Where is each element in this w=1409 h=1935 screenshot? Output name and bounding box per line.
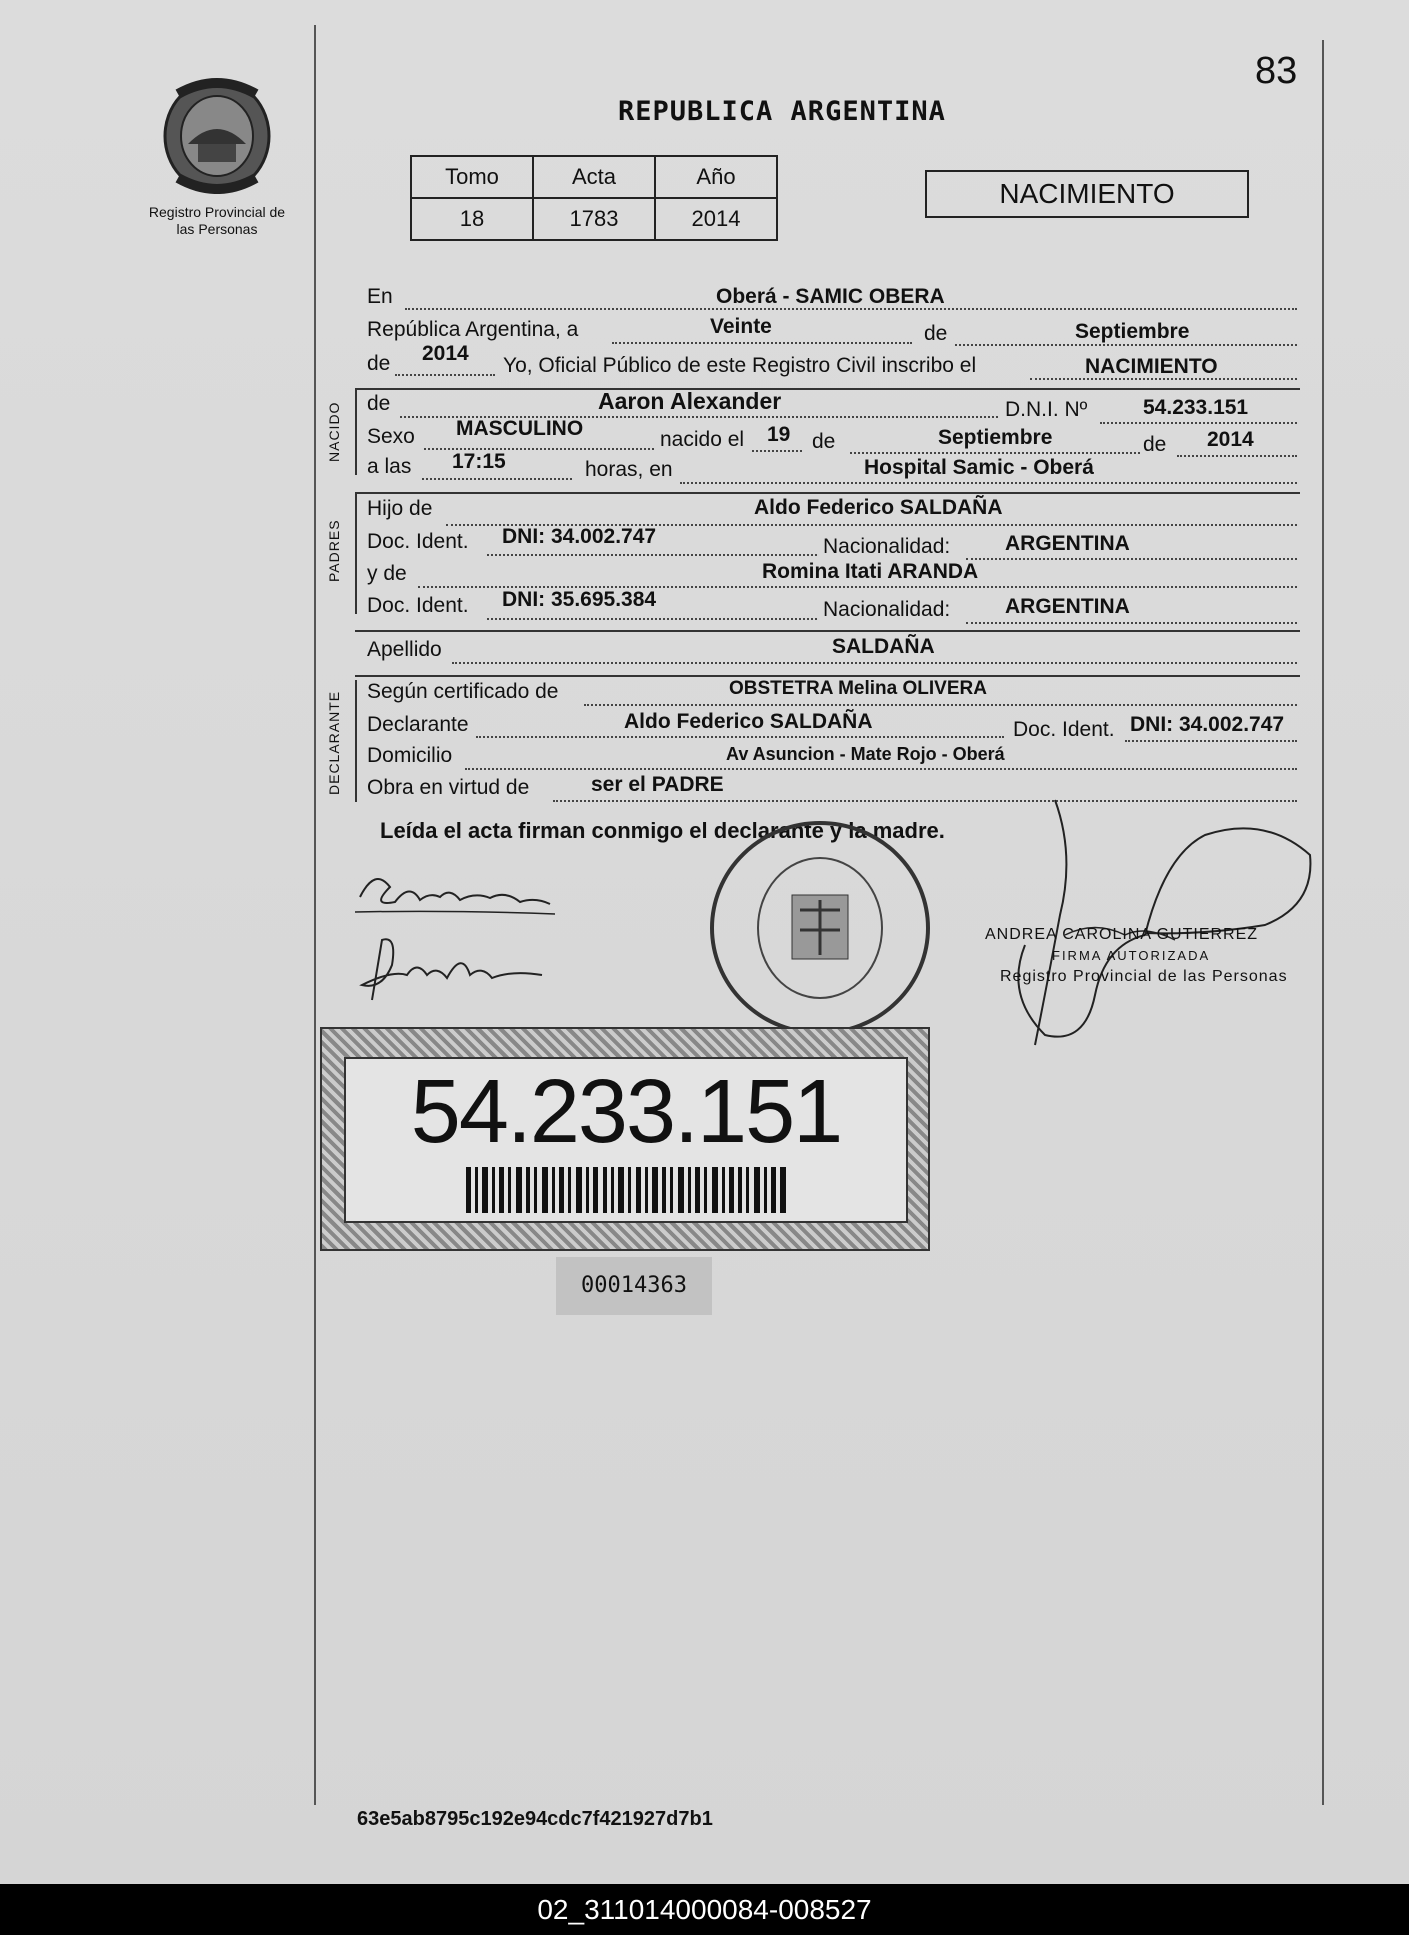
- dotted-line: [850, 452, 1140, 454]
- page-number: 83: [1255, 50, 1298, 92]
- section-divider: [355, 492, 1300, 494]
- section-bracket: [355, 494, 357, 614]
- section-bracket: [355, 390, 357, 475]
- horas-label: horas, en: [585, 458, 673, 481]
- signature-aranda: [352, 930, 552, 1010]
- y-de-label: y de: [367, 562, 407, 585]
- father-name: Aldo Federico SALDAÑA: [754, 496, 1003, 519]
- mother-name: Romina Itati ARANDA: [762, 560, 979, 583]
- barcode-number: 54.233.151: [410, 1062, 842, 1162]
- sexo-value: MASCULINO: [456, 417, 584, 440]
- section-label-nacido: NACIDO: [326, 401, 342, 462]
- document-hash: 63e5ab8795c192e94cdc7f421927d7b1: [357, 1808, 713, 1830]
- year-value: 2014: [422, 342, 469, 365]
- declarante-value: Aldo Federico SALDAÑA: [624, 710, 873, 733]
- declarante-label: Declarante: [367, 713, 469, 736]
- section-divider: [355, 675, 1300, 677]
- republica-label: República Argentina, a: [367, 318, 579, 341]
- section-label-declarante: DECLARANTE: [326, 690, 342, 795]
- child-name: Aaron Alexander: [598, 388, 782, 414]
- apellido-value: SALDAÑA: [832, 635, 935, 658]
- closing-statement: Leída el acta firman conmigo el declarante y la madre.: [380, 818, 945, 843]
- section-label-padres: PADRES: [326, 519, 342, 582]
- section-divider: [355, 388, 1300, 390]
- father-doc-label: Doc. Ident.: [367, 530, 469, 553]
- dotted-line: [584, 704, 1297, 706]
- barcode-icon: [466, 1167, 786, 1213]
- table-header-tomo: Tomo: [411, 156, 533, 198]
- birth-day: 19: [767, 423, 791, 446]
- serial-number: 00014363: [556, 1257, 712, 1315]
- signature-saldana: [350, 862, 560, 922]
- hospital-value: Hospital Samic - Oberá: [864, 456, 1094, 479]
- registry-logo-text: Registro Provincial de las Personas: [148, 204, 286, 237]
- dotted-line: [680, 482, 1297, 484]
- official-title: FIRMA AUTORIZADA: [1052, 948, 1211, 963]
- mother-doc: DNI: 35.695.384: [502, 588, 657, 611]
- hijo-de-label: Hijo de: [367, 497, 433, 520]
- de-label: de: [924, 322, 948, 345]
- left-margin-line: [314, 25, 316, 1805]
- mother-nationality: ARGENTINA: [1005, 595, 1130, 618]
- year-label: de: [367, 352, 391, 375]
- sexo-label: Sexo: [367, 425, 415, 448]
- dotted-line: [487, 618, 817, 620]
- dotted-line: [1177, 455, 1297, 457]
- official-signature: [965, 795, 1315, 1055]
- birth-year: 2014: [1207, 428, 1254, 451]
- act-reference-table: [410, 155, 778, 241]
- dotted-line: [476, 736, 1004, 738]
- barcode-inner: [344, 1057, 908, 1223]
- mother-nat-label: Nacionalidad:: [823, 598, 951, 621]
- decl-doc-label: Doc. Ident.: [1013, 718, 1115, 741]
- dotted-line: [487, 554, 817, 556]
- dotted-line: [395, 374, 495, 376]
- declarante-doc: DNI: 34.002.747: [1130, 713, 1285, 736]
- section-bracket: [355, 680, 357, 802]
- domicilio-value: Av Asuncion - Mate Rojo - Oberá: [726, 744, 1005, 764]
- act-type-box: NACIMIENTO: [925, 170, 1249, 218]
- en-label: En: [367, 285, 393, 308]
- table-value-ano: 2014: [655, 198, 777, 240]
- official-org: Registro Provincial de las Personas: [1000, 968, 1288, 985]
- mother-doc-label: Doc. Ident.: [367, 594, 469, 617]
- birth-time: 17:15: [452, 450, 506, 473]
- father-doc: DNI: 34.002.747: [502, 525, 657, 548]
- table-value-tomo: 18: [411, 198, 533, 240]
- dotted-line: [452, 662, 1297, 664]
- father-nationality: ARGENTINA: [1005, 532, 1130, 555]
- right-margin-line: [1322, 40, 1324, 1805]
- dotted-line: [612, 342, 912, 344]
- dotted-line: [752, 450, 802, 452]
- obra-label: Obra en virtud de: [367, 776, 530, 799]
- footer-document-id: 02_311014000084-008527: [0, 1884, 1409, 1935]
- place-value: Oberá - SAMIC OBERA: [716, 285, 945, 308]
- dotted-line: [966, 558, 1297, 560]
- table-value-acta: 1783: [533, 198, 655, 240]
- day-value: Veinte: [710, 315, 772, 338]
- obra-value: ser el PADRE: [591, 773, 724, 796]
- dotted-line: [422, 478, 572, 480]
- nacido-de-label: de: [367, 392, 391, 415]
- country-heading: REPUBLICA ARGENTINA: [618, 96, 946, 127]
- nacido-el-label: nacido el: [660, 428, 745, 451]
- barcode-block: [320, 1027, 930, 1251]
- dni-label: D.N.I. Nº: [1005, 398, 1088, 421]
- official-stamp-icon: [700, 810, 940, 1040]
- dotted-line: [1125, 740, 1297, 742]
- dotted-line: [966, 622, 1297, 624]
- child-dni: 54.233.151: [1143, 396, 1249, 419]
- province-seal-icon: [158, 74, 276, 194]
- dotted-line: [465, 768, 1297, 770]
- domicilio-label: Domicilio: [367, 744, 453, 767]
- a-las-label: a las: [367, 455, 412, 478]
- inscribo-value: NACIMIENTO: [1085, 355, 1218, 378]
- table-header-ano: Año: [655, 156, 777, 198]
- father-nat-label: Nacionalidad:: [823, 535, 951, 558]
- inscribo-text: Yo, Oficial Público de este Registro Civil inscribo el: [503, 354, 977, 377]
- birth-month: Septiembre: [938, 426, 1053, 449]
- cert-value: OBSTETRA Melina OLIVERA: [729, 678, 987, 699]
- apellido-label: Apellido: [367, 638, 442, 661]
- month-value: Septiembre: [1075, 320, 1190, 343]
- dotted-line: [955, 344, 1297, 346]
- official-name: ANDREA CAROLINA GUTIERREZ: [985, 926, 1259, 943]
- birth-de1-label: de: [812, 430, 836, 453]
- cert-label: Según certificado de: [367, 680, 559, 703]
- section-divider: [355, 630, 1300, 632]
- table-header-acta: Acta: [533, 156, 655, 198]
- birth-de2-label: de: [1143, 433, 1167, 456]
- dotted-line: [1100, 422, 1297, 424]
